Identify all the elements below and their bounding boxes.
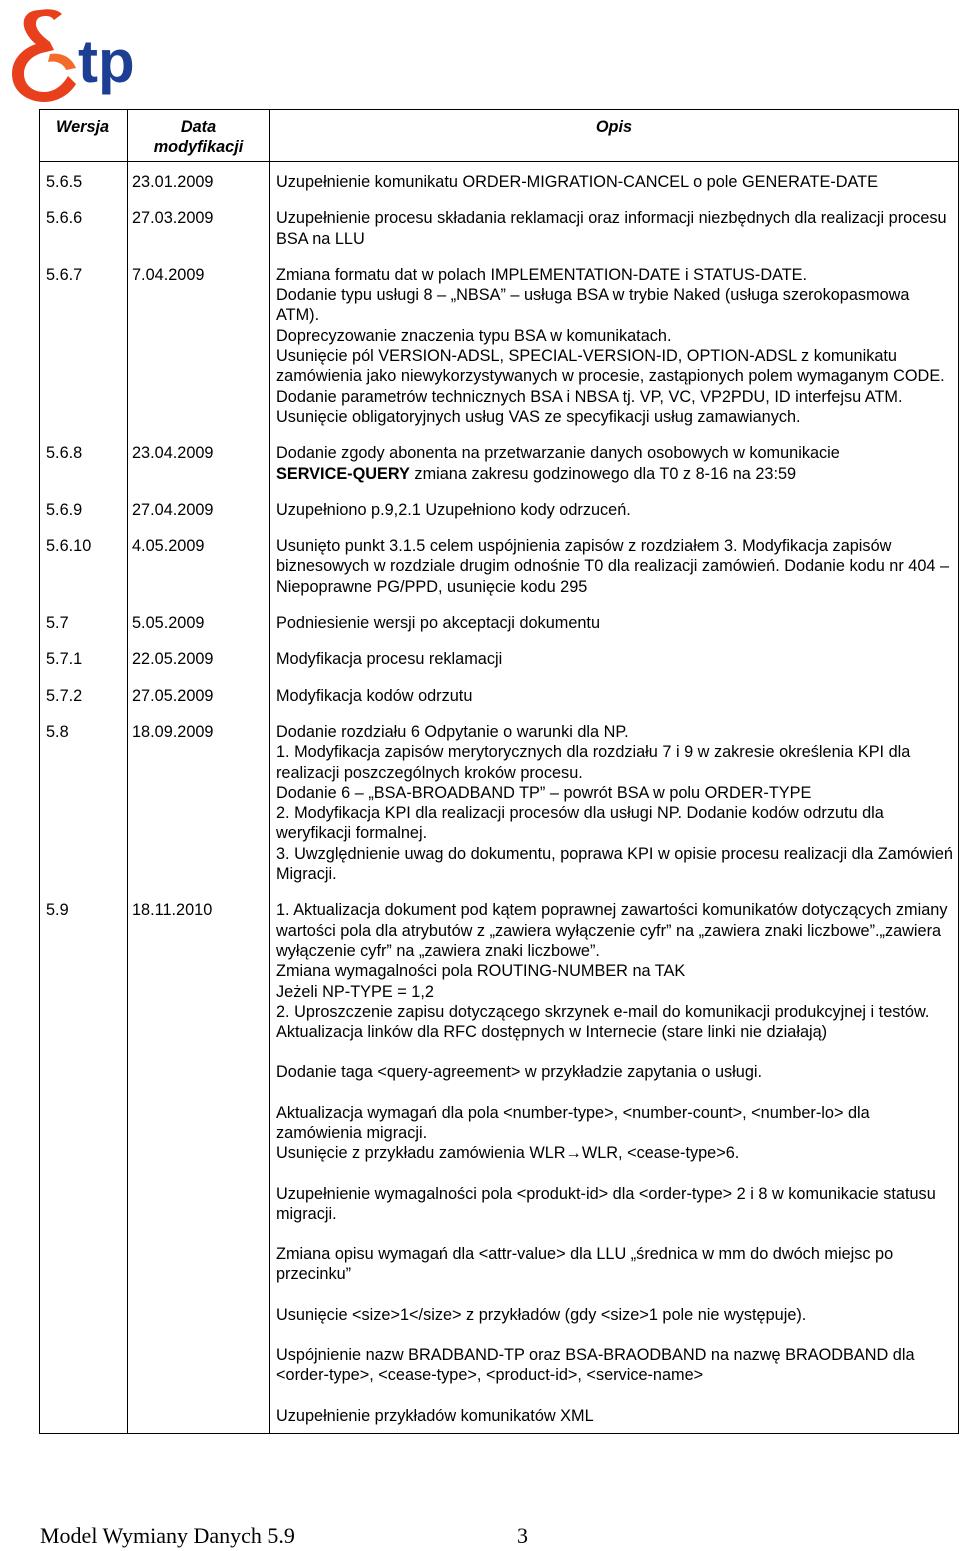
description-line: Modyfikacja procesu reklamacji	[276, 650, 503, 669]
header-description: Opis	[270, 110, 959, 162]
table-header-row	[40, 110, 959, 162]
date-cell: 27.03.2009	[128, 198, 270, 255]
description-cell	[270, 255, 959, 433]
table-row	[40, 433, 959, 490]
version-cell: 5.6.9	[40, 490, 128, 526]
version-cell: 5.9	[40, 890, 128, 1432]
description-line: Usunięto punkt 3.1.5 celem uspójnienia zapisów z rozdziałem 3. Modyfikacja zapisów biznesowych w rozdziale drugim odnośnie T0 dla realizacji zamówień. Dodanie kodu nr 404 – Niepoprawne PG/PPD, usunięcie kodu 295	[276, 537, 950, 596]
logo-swirl	[12, 9, 76, 102]
header-version: Wersja	[40, 110, 128, 162]
description-cell	[270, 603, 959, 639]
date-cell: 22.05.2009	[128, 639, 270, 675]
description-line: Aktualizacja wymagań dla pola <number-type>, <number-count>, <number-lo> dla zamówienia migracji.	[276, 1103, 870, 1142]
date-cell: 27.05.2009	[128, 676, 270, 712]
logo-swirl-inner	[48, 54, 76, 70]
description-line: Usunięcie pól VERSION-ADSL, SPECIAL-VERSION-ID, OPTION-ADSL z komunikatu zamówienia jako niewykorzystywanych w procesie, zastąpionych polem wymaganym CODE.	[276, 347, 945, 386]
description-cell	[270, 712, 959, 890]
description-line: Uzupełnienie komunikatu ORDER-MIGRATION-CANCEL o pole GENERATE-DATE	[276, 173, 878, 191]
description-line: Dodanie parametrów technicznych BSA i NBSA tj. VP, VC, VP2PDU, ID interfejsu ATM.	[276, 387, 903, 406]
revision-history-table	[39, 109, 959, 1434]
table-row	[40, 162, 959, 199]
date-cell: 5.05.2009	[128, 603, 270, 639]
description-line: Usunięcie z przykładu zamówienia WLR→WLR, <cease-type>6.	[276, 1144, 740, 1163]
version-cell: 5.6.6	[40, 198, 128, 255]
table-row	[40, 639, 959, 675]
tp-logo	[6, 4, 171, 104]
version-cell: 5.7.1	[40, 639, 128, 675]
description-line: 2. Uproszczenie zapisu dotyczącego skrzynek e-mail do komunikacji produkcyjnej i testów.	[276, 1002, 930, 1021]
description-text: zmiana zakresu godzinowego dla T0 z 8-16 na 23:59	[409, 464, 797, 483]
description-line: Jeżeli NP-TYPE = 1,2	[276, 982, 434, 1001]
description-line: Usunięcie <size>1</size> z przykładów (gdy <size>1 pole nie występuje).	[276, 1305, 807, 1324]
description-line: Aktualizacja linków dla RFC dostępnych w Internecie (stare linki nie działają)	[276, 1023, 828, 1042]
table-row	[40, 712, 959, 890]
date-cell: 23.04.2009	[128, 433, 270, 490]
table-row	[40, 490, 959, 526]
table-row	[40, 526, 959, 603]
description-line: Doprecyzowanie znaczenia typu BSA w komunikatach.	[276, 326, 672, 345]
description-line: Dodanie zgody abonenta na przetwarzanie danych osobowych w komunikacie	[276, 444, 840, 463]
header-date: Data modyfikacji	[128, 110, 270, 162]
table-row	[40, 603, 959, 639]
description-cell	[270, 433, 959, 490]
description-line: 3. Uwzględnienie uwag do dokumentu, poprawa KPI w opisie procesu realizacji dla Zamówień Migracji.	[276, 844, 953, 884]
table-row	[40, 255, 959, 433]
description-line: 2. Modyfikacja KPI dla realizacji procesów dla usługi NP. Dodanie kodów odrzutu dla weryfikacji formalnej.	[276, 804, 884, 843]
date-cell: 18.09.2009	[128, 712, 270, 890]
description-line: 1. Modyfikacja zapisów merytorycznych dla rozdziału 7 i 9 w zakresie określenia KPI dla realizacji poszczególnych kroków procesu.	[276, 743, 911, 782]
description-cell	[270, 490, 959, 526]
description-cell	[270, 162, 959, 199]
description-line: Dodanie typu usługi 8 – „NBSA” – usługa BSA w trybie Naked (usługa szerokopasmowa ATM).	[276, 286, 910, 325]
description-line: Dodanie taga <query-agreement> w przykładzie zapytania o usługi.	[276, 1063, 763, 1082]
description-line: Uzupełnienie procesu składania reklamacji oraz informacji niezbędnych dla realizacji procesu BSA na LLU	[276, 209, 947, 248]
table-row	[40, 198, 959, 255]
description-line: Uspójnienie nazw BRADBAND-TP oraz BSA-BRAODBAND na nazwę BRAODBAND dla <order-type>, <cease-type>, <product-id>, <service-name>	[276, 1346, 915, 1385]
version-cell: 5.8	[40, 712, 128, 890]
description-cell	[270, 198, 959, 255]
description-line: Uzupełnienie przykładów komunikatów XML	[276, 1406, 594, 1425]
description-line: Zmiana wymagalności pola ROUTING-NUMBER na TAK	[276, 962, 686, 981]
table-row	[40, 890, 959, 1432]
version-cell: 5.6.8	[40, 433, 128, 490]
description-cell	[270, 890, 959, 1432]
version-cell: 5.7.2	[40, 676, 128, 712]
description-line: 1. Aktualizacja dokument pod kątem poprawnej zawartości komunikatów dotyczących zmiany wartości pola dla atrybutów z „zawiera wyłączenie cyfr” na „zawiera znaki liczbowe”.„zawiera wyłączenie cyfr” na „zawiera znaki liczbowe”.	[276, 901, 948, 960]
page-number: 3	[517, 1523, 528, 1548]
description-line: Dodanie rozdziału 6 Odpytanie o warunki dla NP.	[276, 722, 629, 741]
version-cell: 5.6.7	[40, 255, 128, 433]
table-row	[40, 676, 959, 712]
footer-title: Model Wymiany Danych 5.9	[40, 1523, 295, 1548]
version-cell: 5.6.10	[40, 526, 128, 603]
description-line: Podniesienie wersji po akceptacji dokumentu	[276, 614, 601, 633]
bold-keyword: SERVICE-QUERY	[276, 464, 410, 483]
version-cell: 5.6.5	[40, 162, 128, 199]
date-cell: 18.11.2010	[128, 890, 270, 1432]
version-cell: 5.7	[40, 603, 128, 639]
description-line: Zmiana formatu dat w polach IMPLEMENTATION-DATE i STATUS-DATE.	[276, 265, 808, 284]
description-line	[276, 464, 954, 484]
date-cell: 27.04.2009	[128, 490, 270, 526]
description-line: Uzupełniono p.9,2.1 Uzupełniono kody odrzuceń.	[276, 500, 631, 519]
description-line: Usunięcie obligatoryjnych usług VAS ze specyfikacji usług zamawianych.	[276, 407, 801, 426]
description-line: Dodanie 6 – „BSA-BROADBAND TP” – powrót BSA w polu ORDER-TYPE	[276, 783, 812, 802]
date-cell: 23.01.2009	[128, 162, 270, 199]
logo-text: tp	[78, 28, 135, 95]
date-cell: 4.05.2009	[128, 526, 270, 603]
description-line: Uzupełnienie wymagalności pola <produkt-id> dla <order-type> 2 i 8 w komunikacie statusu migracji.	[276, 1184, 936, 1223]
description-line: Modyfikacja kodów odrzutu	[276, 686, 473, 705]
description-cell	[270, 676, 959, 712]
description-line: Zmiana opisu wymagań dla <attr-value> dla LLU „średnica w mm do dwóch miejsc po przecinku”	[276, 1245, 894, 1284]
date-cell: 7.04.2009	[128, 255, 270, 433]
description-cell	[270, 526, 959, 603]
description-cell	[270, 639, 959, 675]
